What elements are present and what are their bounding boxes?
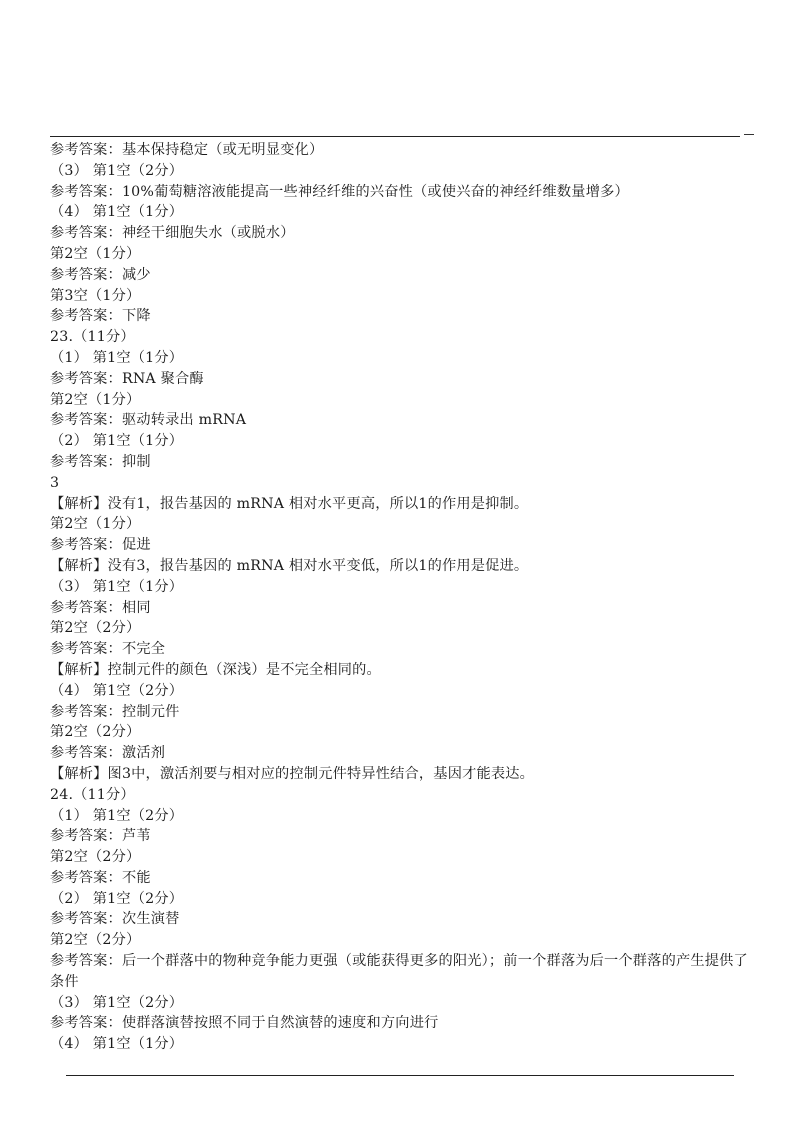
text-line-6: 第2空（1分）	[50, 245, 141, 262]
text-line-31: 【解析】图3中，激活剂要与相对应的控制元件特异性结合，基因才能表达。	[50, 765, 535, 782]
text-line-18: 【解析】没有1，报告基因的 mRNA 相对水平更高，所以1的作用是抑制。	[50, 495, 529, 512]
text-line-35: 第2空（2分）	[50, 849, 141, 866]
text-line-8: 第3空（1分）	[50, 287, 141, 304]
text-line-38: 参考答案：次生演替	[50, 911, 180, 928]
answer-key-text	[50, 140, 750, 1055]
text-line-42: 参考答案：使群落演替按照不同于自然演替的速度和方向进行	[50, 1015, 439, 1032]
text-line-24: 第2空（2分）	[50, 620, 141, 637]
text-line-3: 参考答案：10%葡萄糖溶液能提高一些神经纤维的兴奋性（或使兴奋的神经纤维数量增多）	[50, 183, 629, 200]
text-line-29: 第2空（2分）	[50, 724, 141, 741]
text-line-23: 参考答案：相同	[50, 599, 151, 616]
text-line-33: （1） 第1空（2分）	[50, 807, 184, 824]
text-line-22: （3） 第1空（1分）	[50, 578, 184, 595]
text-line-37: （2） 第1空（2分）	[50, 890, 184, 907]
text-line-12: 参考答案：RNA 聚合酶	[50, 370, 204, 387]
text-line-7: 参考答案：减少	[50, 266, 151, 283]
text-line-27: （4） 第1空（2分）	[50, 682, 184, 699]
text-line-26: 【解析】控制元件的颜色（深浅）是不完全相同的。	[50, 661, 381, 678]
text-line-16: 参考答案：抑制	[50, 453, 151, 470]
text-line-13: 第2空（1分）	[50, 391, 141, 408]
text-line-19: 第2空（1分）	[50, 516, 141, 533]
text-line-9: 参考答案：下降	[50, 308, 151, 325]
text-line-14: 参考答案：驱动转录出 mRNA	[50, 412, 247, 429]
bottom-divider	[66, 1075, 734, 1076]
text-line-21: 【解析】没有3，报告基因的 mRNA 相对水平变低，所以1的作用是促进。	[50, 557, 529, 574]
text-line-36: 参考答案：不能	[50, 869, 151, 886]
top-divider	[50, 136, 740, 137]
text-line-11: （1） 第1空（1分）	[50, 349, 184, 366]
text-line-5: 参考答案：神经干细胞失水（或脱水）	[50, 225, 295, 242]
text-line-32: 24.（11分）	[50, 786, 135, 803]
text-line-40: 参考答案：后一个群落中的物种竞争能力更强（或能获得更多的阳光）；前一个群落为后一个群落的产生提供了条件	[50, 953, 748, 990]
top-divider-tick	[744, 134, 754, 135]
text-line-25: 参考答案：不完全	[50, 641, 166, 658]
text-line-15: （2） 第1空（1分）	[50, 433, 184, 450]
text-line-39: 第2空（2分）	[50, 932, 141, 949]
text-line-2: （3） 第1空（2分）	[50, 162, 184, 179]
text-line-30: 参考答案：激活剂	[50, 745, 166, 762]
text-line-43: （4） 第1空（1分）	[50, 1036, 184, 1053]
text-line-20: 参考答案：促进	[50, 537, 151, 554]
text-line-4: （4） 第1空（1分）	[50, 204, 184, 221]
text-line-34: 参考答案：芦苇	[50, 828, 151, 845]
text-line-17: 3	[50, 474, 60, 491]
text-line-1: 参考答案：基本保持稳定（或无明显变化）	[50, 142, 324, 158]
text-line-10: 23.（11分）	[50, 329, 135, 346]
text-line-28: 参考答案：控制元件	[50, 703, 180, 720]
text-line-41: （3） 第1空（2分）	[50, 994, 184, 1011]
